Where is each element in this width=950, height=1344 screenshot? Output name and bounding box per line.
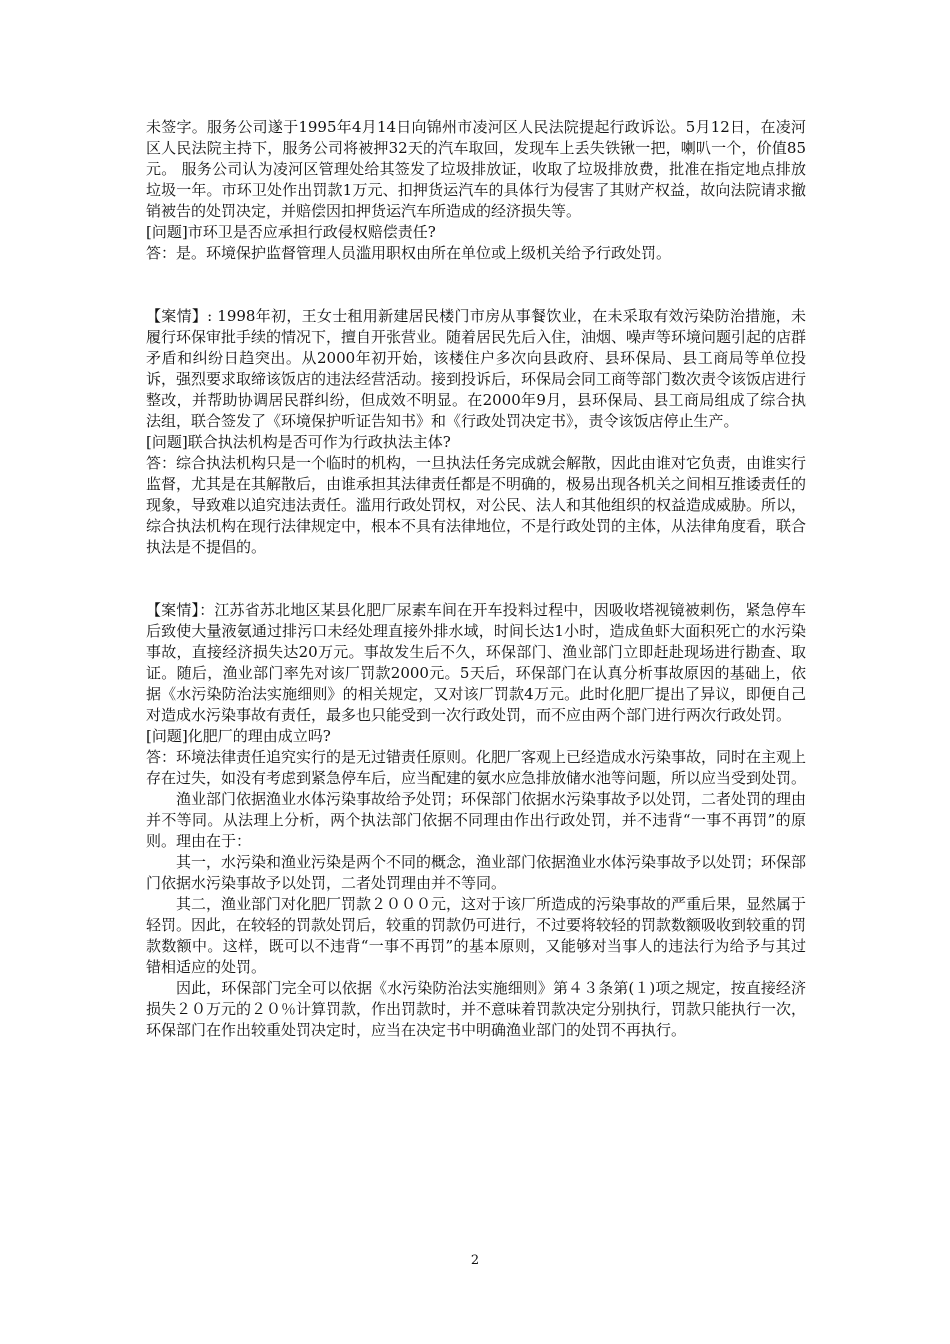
- case-1-facts: 未签字。服务公司遂于1995年4月14日向锦州市凌河区人民法院提起行政诉讼。5月12日，在凌河区人民法院主持下，服务公司将被押32天的汽车取回，发现车上丢失铁锹一把，喇叭一个，价值85元。 服务公司认为凌河区管理处给其签发了垃圾排放证，收取了垃圾排放费，批准在指定地点排放垃圾一年。市环卫处作出罚款1万元、扣押货运汽车的具体行为侵害了其财产权益，故向法院请求撤销被告的处罚决定，并赔偿因扣押货运汽车所造成的经济损失等。: [146, 118, 806, 220]
- case-1-question: [问题]市环卫是否应承担行政侵权赔偿责任?: [146, 223, 436, 241]
- case-block-2: [146, 306, 806, 558]
- case-3-analysis-paragraph: 其一，水污染和渔业污染是两个不同的概念，渔业部门依据渔业水体污染事故予以处罚；环保部门依据水污染事故予以处罚，二者处罚理由并不等同。: [146, 853, 807, 892]
- page-number: 2: [470, 1253, 480, 1268]
- document-body: [146, 117, 806, 1041]
- case-1-answer: 答：是。环境保护监督管理人员滥用职权由所在单位或上级机关给予行政处罚。: [146, 244, 672, 262]
- case-2-answer: 答：综合执法机构只是一个临时的机构，一旦执法任务完成就会解散，因此由谁对它负责，由谁实行监督，尤其是在其解散后，由谁承担其法律责任都是不明确的，极易出现各机关之间相互推诿责任的现象，导致难以追究违法责任。滥用行政处罚权，对公民、法人和其他组织的权益造成威胁。所以，综合执法机构在现行法律规定中，根本不具有法律地位，不是行政处罚的主体，从法律角度看，联合执法是不提倡的。: [146, 454, 807, 556]
- case-block-3: [146, 600, 806, 1041]
- case-3-analysis-paragraph: 渔业部门依据渔业水体污染事故给予处罚；环保部门依据水污染事故予以处罚，二者处罚的理由并不等同。从法理上分析，两个执法部门依据不同理由作出行政处罚，并不违背“一事不再罚”的原则。理由在于：: [146, 790, 807, 850]
- case-3-analysis-paragraph: 因此，环保部门完全可以依据《水污染防治法实施细则》第４３条第(１)项之规定，按直接经济损失２０万元的２０％计算罚款，作出罚款时，并不意味着罚款决定分别执行，罚款只能执行一次，环保部门在作出较重处罚决定时，应当在决定书中明确渔业部门的处罚不再执行。: [146, 979, 807, 1039]
- case-3-answer: 答：环境法律责任追究实行的是无过错责任原则。化肥厂客观上已经造成水污染事故，同时在主观上存在过失，如没有考虑到紧急停车后，应当配建的氨水应急排放储水池等问题，所以应当受到处罚。: [146, 748, 807, 787]
- case-block-1: [146, 117, 806, 264]
- case-3-analysis-paragraph: 其二，渔业部门对化肥厂罚款２０００元，这对于该厂所造成的污染事故的严重后果，显然属于轻罚。因此，在较轻的罚款处罚后，较重的罚款仍可进行，不过要将较轻的罚款数额吸收到较重的罚款数额中。这样，既可以不违背“一事不再罚”的基本原则，又能够对当事人的违法行为给予与其过错相适应的处罚。: [146, 895, 807, 976]
- case-3-question: [问题]化肥厂的理由成立吗?: [146, 727, 331, 745]
- section-gap: [146, 558, 806, 600]
- case-2-question: [问题]联合执法机构是否可作为行政执法主体?: [146, 433, 451, 451]
- case-2-facts: 【案情】: 1998年初，王女士租用新建居民楼门市房从事餐饮业，在未采取有效污染防治措施，未履行环保审批手续的情况下，擅自开张营业。随着居民先后入住，油烟、噪声等环境问题引起的店群矛盾和纠纷日趋突出。从2000年初开始，该楼住户多次向县政府、县环保局、县工商局等单位投诉，强烈要求取缔该饭店的违法经营活动。接到投诉后，环保局会同工商等部门数次责令该饭店进行整改，并帮助协调居民群纠纷，但成效不明显。在2000年9月，县环保局、县工商局组成了综合执法组，联合签发了《环境保护听证告知书》和《行政处罚决定书》，责令该饭店停止生产。: [146, 307, 807, 430]
- case-3-facts: 【案情】：江苏省苏北地区某县化肥厂尿素车间在开车投料过程中，因吸收塔视镜被刺伤，紧急停车后致使大量液氨通过排污口未经处理直接外排水域，时间长达1小时，造成鱼虾大面积死亡的水污染事故，直接经济损失达20万元。事故发生后不久，环保部门、渔业部门立即赶赴现场进行勘查、取证。随后，渔业部门率先对该厂罚款2000元。5天后，环保部门在认真分析事故原因的基础上，依据《水污染防治法实施细则》的相关规定，又对该厂罚款4万元。此时化肥厂提出了异议，即便自己对造成水污染事故有责任，最多也只能受到一次行政处罚，而不应由两个部门进行两次行政处罚。: [146, 601, 806, 724]
- section-gap: [146, 264, 806, 306]
